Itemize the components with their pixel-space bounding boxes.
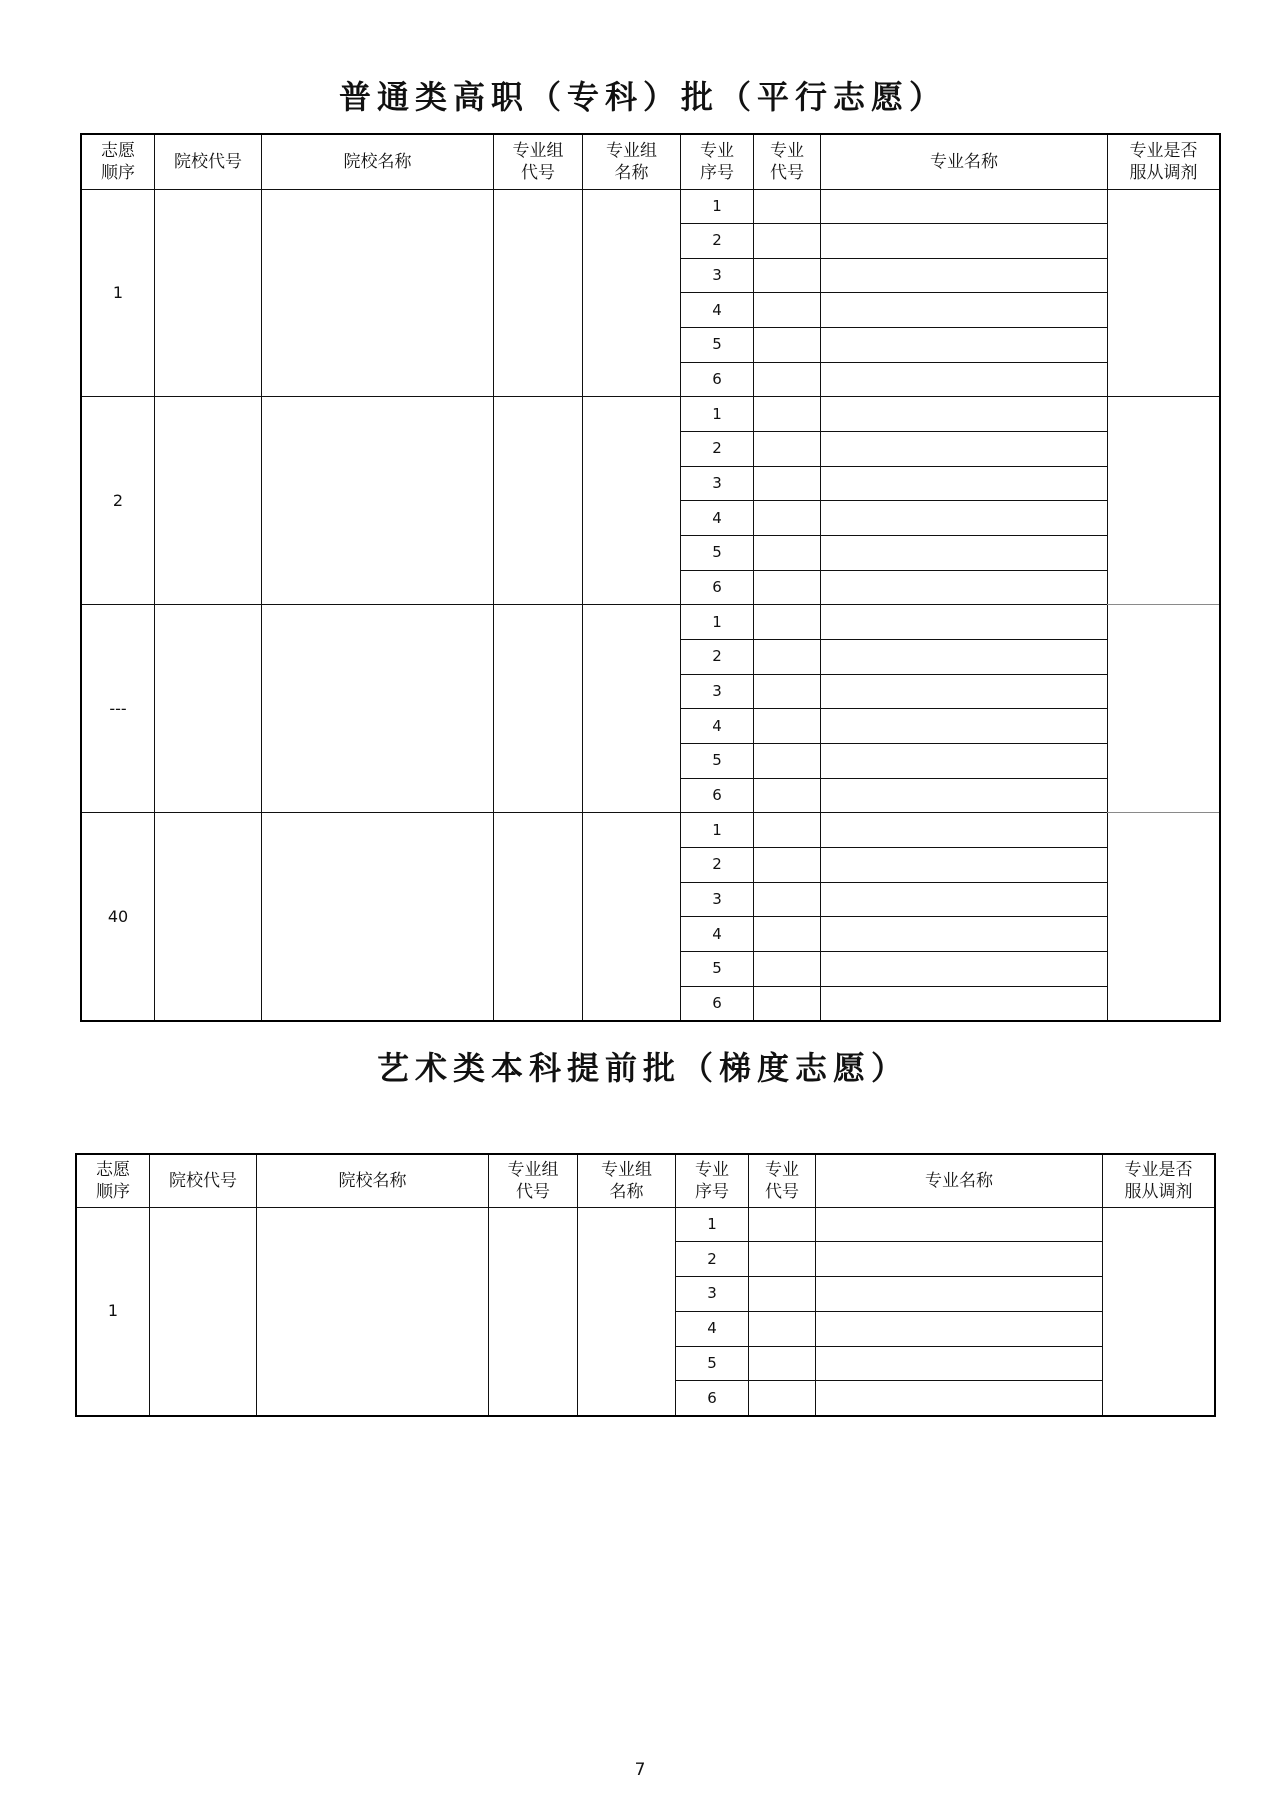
header-line: 名称 bbox=[614, 162, 649, 183]
major-code-cell bbox=[754, 570, 821, 605]
major-seq-cell: 5 bbox=[676, 1346, 749, 1381]
header-line: 专业 bbox=[770, 140, 804, 161]
major-seq-cell: 3 bbox=[681, 674, 754, 709]
table-header bbox=[81, 134, 1220, 189]
major-name-cell bbox=[821, 293, 1108, 328]
adjustment-consent-cell bbox=[1108, 189, 1221, 397]
header-line: 专业是否 bbox=[1124, 1159, 1193, 1180]
major-seq-cell: 2 bbox=[676, 1242, 749, 1277]
header-line: 专业组 bbox=[601, 1159, 652, 1180]
major-name-cell bbox=[816, 1311, 1103, 1346]
major-seq-cell: 3 bbox=[681, 882, 754, 917]
header-line: 院校代号 bbox=[169, 1170, 237, 1191]
school-name-header bbox=[257, 1154, 489, 1207]
major-name-cell bbox=[821, 882, 1108, 917]
header-line: 代号 bbox=[770, 162, 804, 183]
major-seq-cell: 3 bbox=[681, 258, 754, 293]
major-code-cell bbox=[749, 1311, 816, 1346]
major-name-cell bbox=[821, 536, 1108, 571]
major-group-name-cell bbox=[583, 813, 681, 1021]
major-seq-cell: 4 bbox=[681, 501, 754, 536]
header-line: 专业 bbox=[695, 1159, 729, 1180]
major-code-cell bbox=[754, 432, 821, 467]
major-code-cell bbox=[754, 293, 821, 328]
adjustment-consent-cell bbox=[1108, 397, 1221, 605]
header-line: 代号 bbox=[516, 1181, 550, 1202]
major-name-cell bbox=[821, 951, 1108, 986]
major-code-cell bbox=[754, 466, 821, 501]
major-code-header bbox=[754, 134, 821, 189]
table-body bbox=[81, 189, 1220, 1021]
major-code-cell bbox=[754, 778, 821, 813]
header-line: 序号 bbox=[695, 1181, 729, 1202]
header-line: 服从调剂 bbox=[1129, 162, 1198, 183]
major-name-header bbox=[821, 134, 1108, 189]
major-seq-cell: 1 bbox=[681, 189, 754, 224]
major-seq-cell: 2 bbox=[681, 224, 754, 259]
major-name-cell bbox=[821, 224, 1108, 259]
adjustment-consent-cell bbox=[1103, 1207, 1216, 1416]
major-name-cell bbox=[821, 744, 1108, 779]
header-line: 专业组 bbox=[507, 1159, 559, 1180]
major-seq-cell: 6 bbox=[681, 986, 754, 1021]
header-line: 专业 bbox=[765, 1159, 799, 1180]
major-name-cell bbox=[821, 432, 1108, 467]
major-row bbox=[81, 813, 1220, 848]
major-code-cell bbox=[749, 1346, 816, 1381]
major-row bbox=[81, 189, 1220, 224]
major-code-cell bbox=[754, 224, 821, 259]
header-line: 顺序 bbox=[96, 1181, 130, 1202]
major-code-cell bbox=[749, 1277, 816, 1312]
adjustment-consent-header bbox=[1108, 134, 1221, 189]
major-name-cell bbox=[821, 847, 1108, 882]
major-name-cell bbox=[821, 189, 1108, 224]
major-seq-cell: 6 bbox=[676, 1381, 749, 1416]
major-code-cell bbox=[754, 674, 821, 709]
school-name-cell bbox=[257, 1207, 489, 1416]
volunteer-order-cell: 1 bbox=[76, 1207, 150, 1416]
major-name-cell bbox=[821, 605, 1108, 640]
school-code-cell bbox=[155, 813, 262, 1021]
major-name-cell bbox=[821, 674, 1108, 709]
major-name-cell bbox=[821, 397, 1108, 432]
major-group-code-cell bbox=[494, 813, 583, 1021]
header-line: 专业名称 bbox=[930, 151, 998, 172]
school-code-header bbox=[150, 1154, 257, 1207]
major-seq-cell: 5 bbox=[681, 536, 754, 571]
major-code-cell bbox=[754, 847, 821, 882]
volunteer-order-header bbox=[81, 134, 155, 189]
major-code-cell bbox=[754, 536, 821, 571]
major-seq-cell: 1 bbox=[676, 1207, 749, 1242]
major-group-name-cell bbox=[583, 605, 681, 813]
major-seq-cell: 4 bbox=[681, 917, 754, 952]
major-name-cell bbox=[816, 1381, 1103, 1416]
major-seq-cell: 6 bbox=[681, 362, 754, 397]
header-line: 专业 bbox=[700, 140, 734, 161]
major-code-cell bbox=[754, 189, 821, 224]
header-line: 顺序 bbox=[101, 162, 135, 183]
major-seq-cell: 3 bbox=[681, 466, 754, 501]
header-line: 志愿 bbox=[101, 140, 135, 161]
major-name-cell bbox=[821, 466, 1108, 501]
school-code-cell bbox=[155, 605, 262, 813]
header-line: 专业组 bbox=[606, 140, 657, 161]
header-row bbox=[76, 1154, 1215, 1207]
school-name-cell bbox=[262, 397, 494, 605]
major-group-name-header bbox=[583, 134, 681, 189]
major-name-cell bbox=[816, 1277, 1103, 1312]
school-name-cell bbox=[262, 189, 494, 397]
major-name-cell bbox=[821, 570, 1108, 605]
volunteer-order-cell: 1 bbox=[81, 189, 155, 397]
header-line: 专业是否 bbox=[1129, 140, 1198, 161]
major-seq-cell: 5 bbox=[681, 744, 754, 779]
school-name-header bbox=[262, 134, 494, 189]
major-name-cell bbox=[821, 258, 1108, 293]
major-code-cell bbox=[749, 1242, 816, 1277]
major-seq-header bbox=[676, 1154, 749, 1207]
school-name-cell bbox=[262, 605, 494, 813]
major-row bbox=[81, 397, 1220, 432]
major-seq-cell: 2 bbox=[681, 432, 754, 467]
major-code-cell bbox=[754, 709, 821, 744]
major-row bbox=[81, 605, 1220, 640]
gradient-preference-table bbox=[75, 1153, 1216, 1417]
section-title-parallel: 普通类高职（专科）批（平行志愿） bbox=[338, 78, 947, 116]
major-name-cell bbox=[821, 362, 1108, 397]
major-seq-cell: 3 bbox=[676, 1277, 749, 1312]
major-code-cell bbox=[754, 397, 821, 432]
major-name-header bbox=[816, 1154, 1103, 1207]
header-line: 院校名称 bbox=[343, 151, 412, 172]
school-code-header bbox=[155, 134, 262, 189]
major-seq-cell: 1 bbox=[681, 813, 754, 848]
school-code-cell bbox=[155, 189, 262, 397]
major-group-code-cell bbox=[494, 605, 583, 813]
major-row bbox=[76, 1207, 1215, 1242]
major-seq-cell: 2 bbox=[681, 847, 754, 882]
major-code-cell bbox=[754, 501, 821, 536]
adjustment-consent-cell bbox=[1108, 813, 1221, 1021]
major-group-code-cell bbox=[494, 189, 583, 397]
major-seq-cell: 6 bbox=[681, 570, 754, 605]
major-group-code-header bbox=[494, 134, 583, 189]
header-line: 代号 bbox=[521, 162, 555, 183]
major-code-cell bbox=[754, 640, 821, 675]
header-line: 院校代号 bbox=[174, 151, 242, 172]
major-seq-cell: 4 bbox=[676, 1311, 749, 1346]
school-name-cell bbox=[262, 813, 494, 1021]
major-name-cell bbox=[821, 917, 1108, 952]
volunteer-order-cell: --- bbox=[81, 605, 155, 813]
major-code-cell bbox=[754, 813, 821, 848]
header-line: 服从调剂 bbox=[1124, 1181, 1193, 1202]
major-seq-cell: 4 bbox=[681, 709, 754, 744]
major-code-cell bbox=[754, 917, 821, 952]
major-group-name-header bbox=[578, 1154, 676, 1207]
major-code-cell bbox=[749, 1381, 816, 1416]
major-code-cell bbox=[749, 1207, 816, 1242]
major-group-name-cell bbox=[578, 1207, 676, 1416]
header-line: 专业名称 bbox=[925, 1170, 993, 1191]
major-group-code-cell bbox=[489, 1207, 578, 1416]
volunteer-order-cell: 2 bbox=[81, 397, 155, 605]
school-code-cell bbox=[155, 397, 262, 605]
major-code-cell bbox=[754, 258, 821, 293]
major-seq-cell: 4 bbox=[681, 293, 754, 328]
header-line: 院校名称 bbox=[338, 1170, 407, 1191]
major-code-header bbox=[749, 1154, 816, 1207]
major-group-name-cell bbox=[583, 397, 681, 605]
major-group-name-cell bbox=[583, 189, 681, 397]
major-name-cell bbox=[821, 813, 1108, 848]
section-title-gradient: 艺术类本科提前批（梯度志愿） bbox=[376, 1049, 909, 1087]
major-name-cell bbox=[816, 1207, 1103, 1242]
table-body bbox=[76, 1207, 1215, 1416]
header-row bbox=[81, 134, 1220, 189]
header-line: 名称 bbox=[609, 1181, 644, 1202]
major-seq-cell: 1 bbox=[681, 397, 754, 432]
major-group-code-cell bbox=[494, 397, 583, 605]
major-name-cell bbox=[816, 1346, 1103, 1381]
table-header bbox=[76, 1154, 1215, 1207]
major-name-cell bbox=[821, 501, 1108, 536]
volunteer-order-header bbox=[76, 1154, 150, 1207]
page-number: 7 bbox=[634, 1760, 646, 1780]
major-seq-cell: 5 bbox=[681, 328, 754, 363]
major-seq-cell: 6 bbox=[681, 778, 754, 813]
adjustment-consent-header bbox=[1103, 1154, 1216, 1207]
major-name-cell bbox=[821, 640, 1108, 675]
major-seq-cell: 1 bbox=[681, 605, 754, 640]
school-code-cell bbox=[150, 1207, 257, 1416]
header-line: 志愿 bbox=[96, 1159, 130, 1180]
major-code-cell bbox=[754, 882, 821, 917]
major-name-cell bbox=[821, 328, 1108, 363]
major-seq-cell: 5 bbox=[681, 951, 754, 986]
major-name-cell bbox=[821, 986, 1108, 1021]
major-code-cell bbox=[754, 362, 821, 397]
major-code-cell bbox=[754, 328, 821, 363]
volunteer-order-cell: 40 bbox=[81, 813, 155, 1021]
major-seq-cell: 2 bbox=[681, 640, 754, 675]
major-name-cell bbox=[816, 1242, 1103, 1277]
major-name-cell bbox=[821, 778, 1108, 813]
major-seq-header bbox=[681, 134, 754, 189]
major-group-code-header bbox=[489, 1154, 578, 1207]
major-code-cell bbox=[754, 605, 821, 640]
header-line: 代号 bbox=[765, 1181, 799, 1202]
header-line: 序号 bbox=[700, 162, 734, 183]
adjustment-consent-cell bbox=[1108, 605, 1221, 813]
header-line: 专业组 bbox=[512, 140, 564, 161]
major-code-cell bbox=[754, 986, 821, 1021]
parallel-preference-table bbox=[80, 133, 1221, 1022]
major-name-cell bbox=[821, 709, 1108, 744]
major-code-cell bbox=[754, 951, 821, 986]
major-code-cell bbox=[754, 744, 821, 779]
